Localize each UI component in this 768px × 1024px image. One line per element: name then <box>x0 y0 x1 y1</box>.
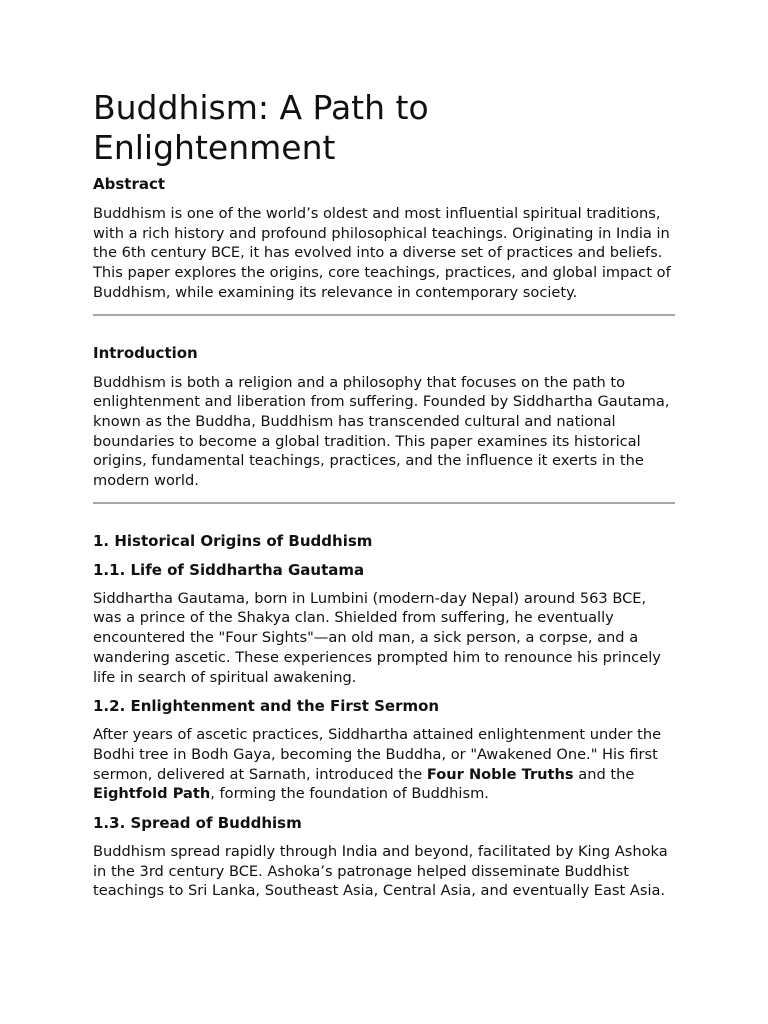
text-run: and the <box>573 765 635 783</box>
abstract-heading: Abstract <box>93 175 166 193</box>
divider <box>93 502 675 504</box>
section-1-heading: 1. Historical Origins of Buddhism <box>93 531 373 550</box>
divider <box>93 314 675 316</box>
document-title: Buddhism: A Path to Enlightenment <box>93 88 429 167</box>
text-run: After years of ascetic practices, Siddhartha attained enlightenment under the Bodhi tree in Bodh Gaya, becoming the Buddha, or "Awakened One." His first sermon, delivered at Sarnath, introduced the <box>93 726 662 783</box>
introduction-text: Buddhism is both a religion and a philosophy that focuses on the path to enlightenment and liberation from suffering. Founded by Siddhartha Gautama, known as the Buddha, Buddhism has transcended cultural and national boundaries to become a global tradition. This paper examines its historical origins, fundamental teachings, practices, and the influence it exerts in the modern world. <box>93 373 670 490</box>
abstract-text: Buddhism is one of the world’s oldest and most influential spiritual traditions, with a rich history and profound philosophical teachings. Originating in India in the 6th century BCE, it has evolved into a diverse set of practices and beliefs. This paper explores the origins, core teachings, practices, and global impact of Buddhism, while examining its relevance in contemporary society. <box>93 205 671 301</box>
text-run: , forming the foundation of Buddhism. <box>210 785 489 803</box>
subsection-1-2-text <box>93 725 675 804</box>
eightfold-path-term: Eightfold Path <box>93 785 211 803</box>
subsection-1-3-text: Buddhism spread rapidly through India and beyond, facilitated by King Ashoka in the 3rd century BCE. Ashoka’s patronage helped disseminate Buddhist teachings to Sri Lanka, Southeast Asia, Central Asia, and eventually East Asia. <box>93 843 668 900</box>
introduction-heading: Introduction <box>93 343 198 362</box>
subsection-1-3-heading: 1.3. Spread of Buddhism <box>93 814 302 833</box>
subsection-1-1-heading: 1.1. Life of Siddhartha Gautama <box>93 560 365 579</box>
subsection-1-2-heading: 1.2. Enlightenment and the First Sermon <box>93 697 440 716</box>
subsection-1-1-text: Siddhartha Gautama, born in Lumbini (modern-day Nepal) around 563 BCE, was a prince of the Shakya clan. Shielded from suffering, he eventually encountered the "Four Sights"—an old man, a sick person, a corpse, and a wandering ascetic. These experiences prompted him to renounce his princely life in search of spiritual awakening. <box>93 589 661 686</box>
four-noble-truths-term: Four Noble Truths <box>426 765 574 783</box>
